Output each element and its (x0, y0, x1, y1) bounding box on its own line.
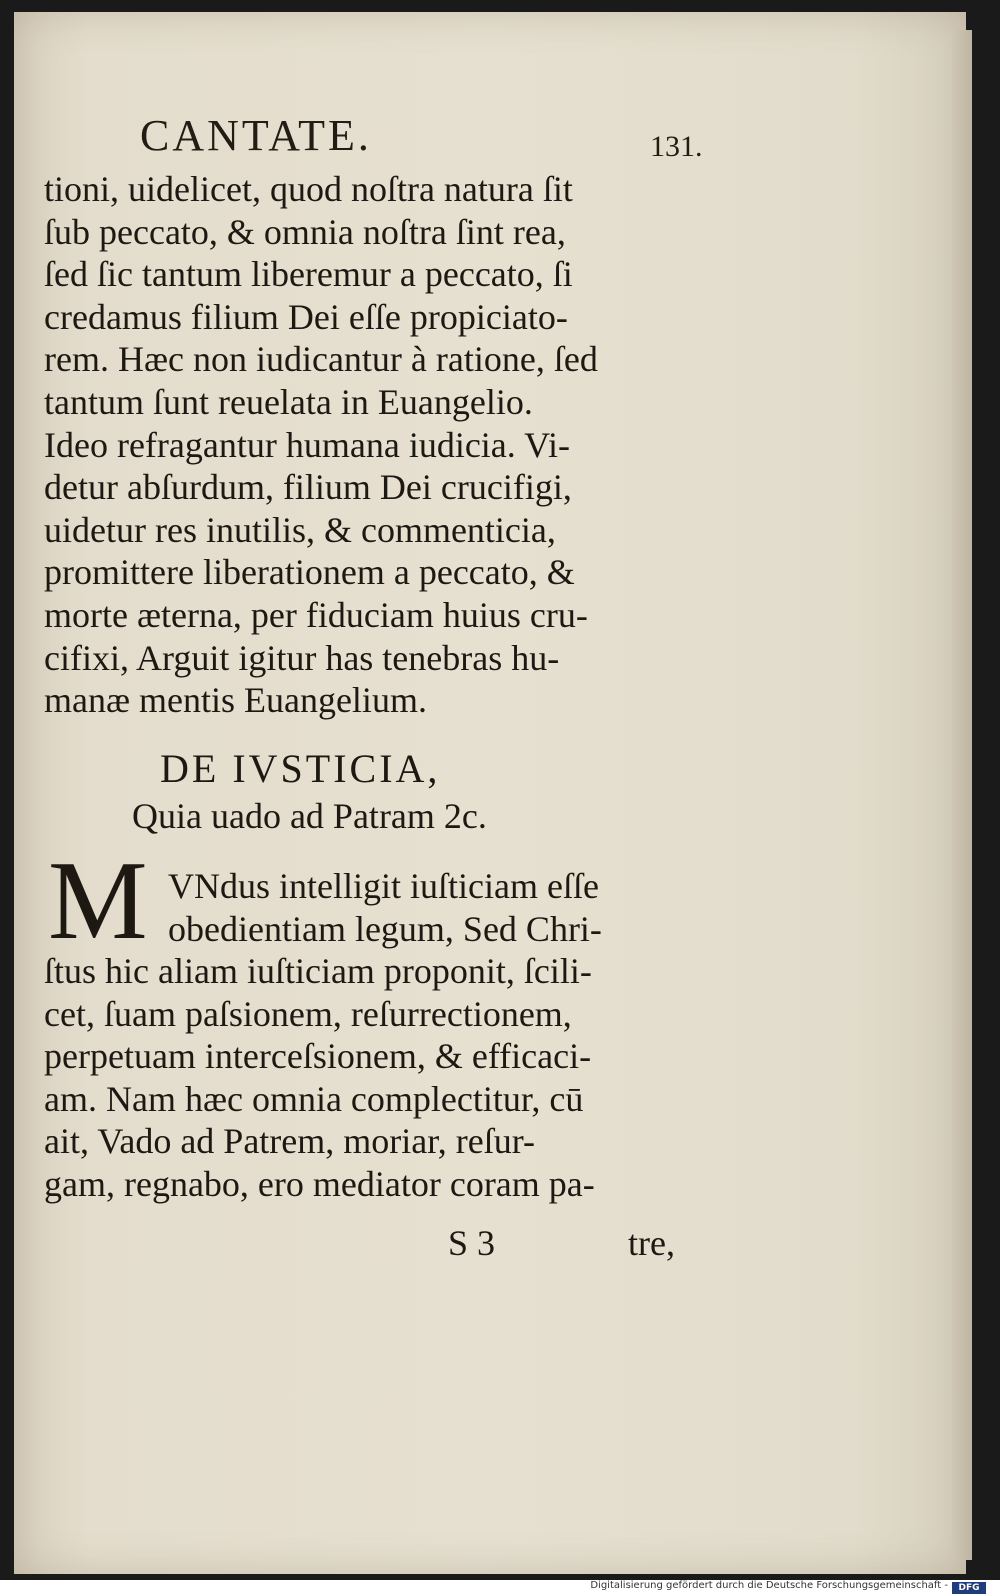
paragraph-1 (44, 168, 724, 722)
text-line: credamus filium Dei eſſe propiciato- (44, 296, 568, 337)
text-line: morte æterna, per fiduciam huius cru- (44, 594, 588, 635)
page-edge (952, 30, 972, 1560)
text-line: gam, regnabo, ero mediator coram pa- (44, 1163, 595, 1204)
text-line: tioni, uidelicet, quod noſtra natura ſit (44, 169, 573, 209)
text-line: ait, Vado ad Patrem, moriar, reſur- (44, 1121, 536, 1162)
text-line: rem. Hæc non iudicantur à ratione, ſed (44, 339, 598, 380)
page-number: 131. (650, 130, 703, 163)
signature-mark: S 3 (448, 1223, 496, 1263)
text-line: ſtus hic aliam iuſticiam proponit, ſcili- (44, 951, 592, 991)
dfg-logo-icon: DFG (952, 1582, 986, 1594)
text-line: perpetuam interceſsionem, & efficaci- (44, 1036, 592, 1077)
text-line: promittere liberationem a peccato, & (44, 552, 575, 593)
section-subheading: Quia uado ad Patram 2c. (132, 796, 487, 836)
paragraph-2-first-lines (168, 865, 728, 950)
funding-notice: Digitalisierung gefördert durch die Deutsche Forschungsgemeinschaft - (590, 1580, 948, 1591)
text-line: manæ mentis Euangelium. (44, 680, 427, 721)
text-line: uidetur res inutilis, & commenticia, (44, 509, 556, 550)
footer-bar (0, 1580, 1000, 1596)
text-line: cet, ſuam paſsionem, reſurrectionem, (44, 993, 572, 1034)
text-line: am. Nam hæc omnia complectitur, cū (44, 1078, 584, 1119)
text-line: detur abſurdum, filium Dei crucifigi, (44, 467, 572, 508)
running-head: CANTATE. (140, 111, 372, 160)
text-line: obedientiam legum, Sed Chri- (168, 908, 602, 949)
paragraph-2 (44, 950, 724, 1206)
text-line: cifixi, Arguit igitur has tenebras hu- (44, 637, 560, 678)
drop-cap-initial: M (48, 839, 148, 963)
text-line: ſed ſic tantum liberemur a peccato, ſi (44, 254, 573, 295)
catchword: tre, (628, 1223, 675, 1263)
section-heading: DE IVSTICIA, (160, 746, 441, 791)
text-line: VNdus intelligit iuſticiam eſſe (168, 866, 599, 906)
text-line: Ideo refragantur humana iudicia. Vi- (44, 424, 570, 465)
text-line: ſub peccato, & omnia noſtra ſint rea, (44, 211, 566, 252)
text-line: tantum ſunt reuelata in Euangelio. (44, 381, 533, 422)
